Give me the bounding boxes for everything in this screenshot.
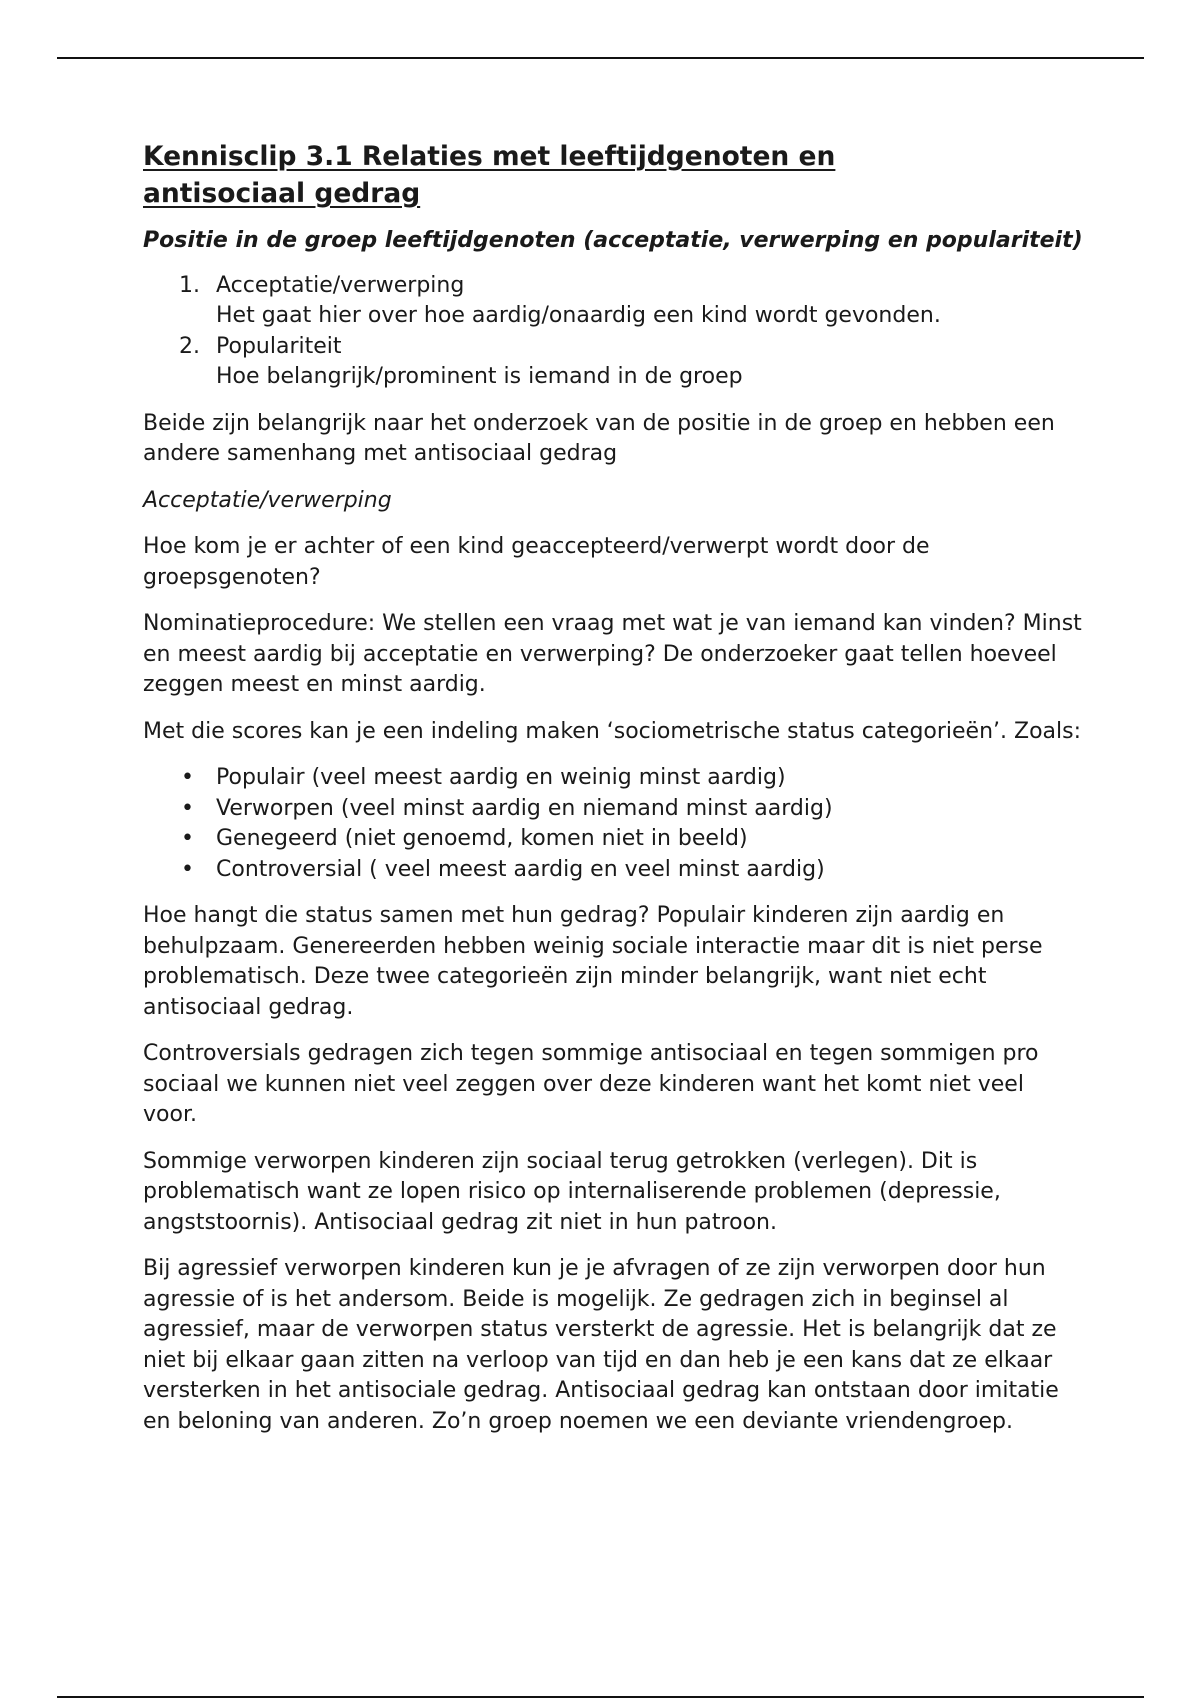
bullet-list-item: [143, 855, 1083, 886]
list-item-detail: Hoe belangrijk/prominent is iemand in de groep: [216, 364, 743, 389]
bullet-text: Populair (veel meest aardig en weinig minst aardig): [216, 765, 786, 790]
numbered-list-item: [143, 332, 1083, 393]
paragraph: Controversials gedragen zich tegen sommige antisociaal en tegen sommigen pro sociaal we kunnen niet veel zeggen over deze kinderen want het komt niet veel voor.: [143, 1041, 1039, 1127]
bullet-icon: •: [181, 856, 194, 882]
document-title: Kennisclip 3.1 Relaties met leeftijdgenoten en antisociaal gedrag: [143, 141, 836, 209]
numbered-list-item: [143, 271, 1083, 332]
section-subtitle: Positie in de groep leeftijdgenoten (acceptatie, verwerping en populariteit): [143, 228, 1083, 253]
bullet-list: [143, 763, 1083, 885]
paragraph: Sommige verworpen kinderen zijn sociaal terug getrokken (verlegen). Dit is problematisch want ze lopen risico op internaliserende problemen (depressie, angststoornis). Antisociaal gedrag zit niet in hun patroon.: [143, 1148, 1001, 1235]
bullet-text: Genegeerd (niet genoemd, komen niet in beeld): [216, 826, 748, 851]
bullet-text: Verworpen (veel minst aardig en niemand minst aardig): [216, 795, 833, 821]
list-item-head: Acceptatie/verwerping: [216, 272, 465, 298]
numbered-list: [143, 271, 1083, 393]
list-item-detail: Het gaat hier over hoe aardig/onaardig een kind wordt gevonden.: [216, 303, 941, 328]
document-body: [143, 138, 1083, 1453]
bullet-text: Controversial ( veel meest aardig en veel minst aardig): [216, 856, 825, 882]
list-item-head: Populariteit: [216, 333, 342, 359]
bullet-icon: •: [181, 826, 194, 851]
paragraph: Hoe kom je er achter of een kind geaccepteerd/verwerpt wordt door de groepsgenoten?: [143, 534, 930, 590]
paragraph: Beide zijn belangrijk naar het onderzoek van de positie in de groep en hebben een andere samenhang met antisociaal gedrag: [143, 410, 1055, 466]
section-heading: Acceptatie/verwerping: [143, 487, 392, 513]
header-rule: [57, 57, 1144, 59]
paragraph: Bij agressief verworpen kinderen kun je je afvragen of ze zijn verworpen door hun agressie of is het andersom. Beide is mogelijk. Ze gedragen zich in beginsel al agressief, maar de verworpen status versterkt de agressie. Het is belangrijk dat ze niet bij elkaar gaan zitten na verloop van tijd en dan heb je een kans dat ze elkaar versterken in het antisociale gedrag. Antisociaal gedrag kan ontstaan door imitatie en beloning van anderen. Zo’n groep noemen we een deviante vriendengroep.: [143, 1256, 1059, 1434]
bullet-list-item: [143, 824, 1083, 855]
list-number: 2.: [179, 333, 200, 359]
footer-rule: [57, 1696, 1144, 1698]
bullet-icon: •: [181, 795, 194, 821]
list-number: 1.: [179, 272, 200, 298]
bullet-list-item: [143, 763, 1083, 794]
bullet-icon: •: [181, 765, 194, 790]
paragraph: Nominatieprocedure: We stellen een vraag met wat je van iemand kan vinden? Minst en meest aardig bij acceptatie en verwerping? De onderzoeker gaat tellen hoeveel zeggen meest en minst aardig.: [143, 611, 1082, 697]
paragraph: Hoe hangt die status samen met hun gedrag? Populair kinderen zijn aardig en behulpzaam. Genereerden hebben weinig sociale interactie maar dit is niet perse problematisch. Deze twee categorieën zijn minder belangrijk, want niet echt antisociaal gedrag.: [143, 903, 1043, 1020]
bullet-list-item: [143, 794, 1083, 825]
paragraph: Met die scores kan je een indeling maken ‘sociometrische status categorieën’. Zoals:: [143, 718, 1082, 744]
